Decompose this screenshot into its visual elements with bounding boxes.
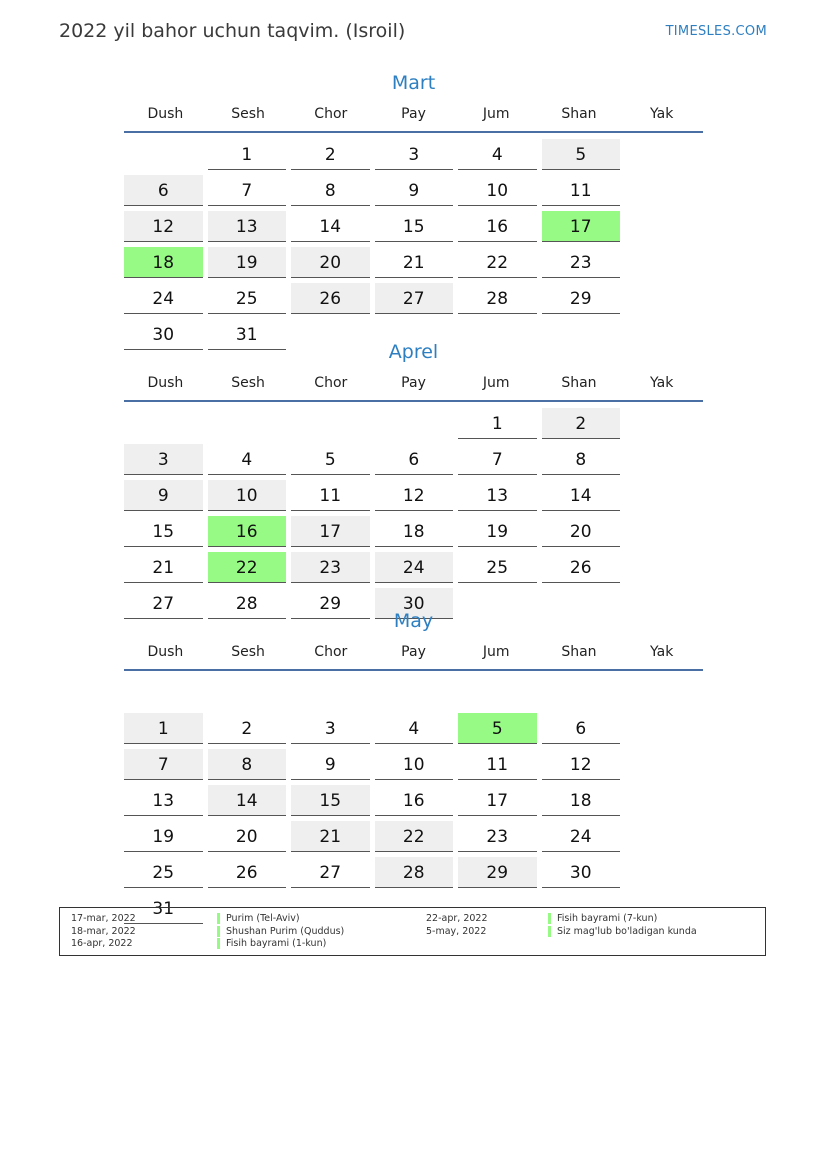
day-number: 30 <box>124 319 203 350</box>
empty-slot <box>124 139 203 169</box>
empty-cell <box>375 677 459 713</box>
day-number: 11 <box>458 749 537 780</box>
day-cell <box>208 857 292 893</box>
empty-slot <box>458 677 537 707</box>
day-number: 6 <box>124 175 203 206</box>
holiday-legend <box>59 907 766 956</box>
day-number: 15 <box>291 785 370 816</box>
day-cell <box>458 247 542 283</box>
day-number: 2 <box>291 139 370 170</box>
weekday-label: Chor <box>314 106 348 122</box>
day-cell <box>124 175 208 211</box>
day-cell <box>291 552 375 588</box>
day-number: 8 <box>208 749 287 780</box>
day-number: 8 <box>542 444 621 475</box>
day-cell <box>124 713 208 749</box>
site-link[interactable]: TIMESLES.COM <box>665 24 767 39</box>
day-cell <box>458 283 542 319</box>
day-cell <box>542 175 626 211</box>
day-cell <box>458 139 542 175</box>
day-cell <box>375 247 459 283</box>
day-number: 18 <box>124 247 203 278</box>
empty-cell <box>458 677 542 713</box>
day-cell <box>542 211 626 247</box>
day-cell <box>124 444 208 480</box>
day-number: 27 <box>375 283 454 314</box>
day-number: 28 <box>208 588 287 619</box>
day-number: 21 <box>375 247 454 278</box>
day-cell <box>458 480 542 516</box>
day-number: 29 <box>458 857 537 888</box>
day-cell <box>208 211 292 247</box>
day-cell <box>458 408 542 444</box>
weekday-label: Yak <box>650 106 674 122</box>
day-number: 10 <box>208 480 287 511</box>
day-cell <box>208 552 292 588</box>
empty-cell <box>124 677 208 713</box>
weekday-header <box>124 105 703 133</box>
day-number: 20 <box>542 516 621 547</box>
day-number: 19 <box>208 247 287 278</box>
day-cell <box>124 480 208 516</box>
day-number: 19 <box>124 821 203 852</box>
legend-name: Siz mag'lub bo'ladigan kunda <box>548 926 697 937</box>
day-cell <box>375 516 459 552</box>
day-cell <box>291 821 375 857</box>
day-number: 22 <box>208 552 287 583</box>
day-number: 24 <box>542 821 621 852</box>
empty-slot <box>375 408 454 438</box>
weekday-label: Jum <box>482 644 510 660</box>
day-number: 10 <box>458 175 537 206</box>
day-number: 1 <box>124 713 203 744</box>
day-number: 4 <box>458 139 537 170</box>
weekday-label: Chor <box>314 375 348 391</box>
day-cell <box>208 175 292 211</box>
day-number: 5 <box>458 713 537 744</box>
day-number: 20 <box>291 247 370 278</box>
day-number: 14 <box>208 785 287 816</box>
month-march <box>124 69 703 355</box>
day-number: 27 <box>291 857 370 888</box>
day-number: 11 <box>542 175 621 206</box>
day-cell <box>291 516 375 552</box>
weekday-label: Shan <box>561 106 597 122</box>
day-cell <box>542 283 626 319</box>
weekday-label: Shan <box>561 644 597 660</box>
day-number: 17 <box>542 211 621 242</box>
day-number: 13 <box>208 211 287 242</box>
day-number: 15 <box>375 211 454 242</box>
day-number: 9 <box>124 480 203 511</box>
day-cell <box>542 857 626 893</box>
day-cell <box>291 713 375 749</box>
weekday-header <box>124 374 703 402</box>
month-name: Aprel <box>388 341 439 363</box>
day-cell <box>291 785 375 821</box>
day-cell <box>458 821 542 857</box>
day-number: 25 <box>208 283 287 314</box>
day-cell <box>375 139 459 175</box>
day-number: 3 <box>375 139 454 170</box>
day-number: 25 <box>458 552 537 583</box>
day-cell <box>208 444 292 480</box>
day-cell <box>375 857 459 893</box>
day-number: 6 <box>542 713 621 744</box>
day-number: 27 <box>124 588 203 619</box>
day-number: 24 <box>375 552 454 583</box>
day-cell <box>208 139 292 175</box>
day-number: 13 <box>124 785 203 816</box>
day-number: 10 <box>375 749 454 780</box>
month-name: Mart <box>391 72 436 94</box>
day-number: 9 <box>291 749 370 780</box>
day-cell <box>458 713 542 749</box>
day-cell <box>208 749 292 785</box>
empty-slot <box>208 677 287 707</box>
day-cell <box>542 749 626 785</box>
legend-date: 5-may, 2022 <box>426 926 487 937</box>
day-number: 25 <box>124 857 203 888</box>
day-number: 18 <box>542 785 621 816</box>
day-cell <box>542 247 626 283</box>
day-cell <box>375 785 459 821</box>
day-number: 14 <box>542 480 621 511</box>
day-cell <box>375 283 459 319</box>
day-number: 12 <box>124 211 203 242</box>
empty-cell <box>375 408 459 444</box>
day-cell <box>291 857 375 893</box>
empty-slot <box>291 677 370 707</box>
weekday-header <box>124 643 703 671</box>
month-may <box>124 607 703 929</box>
day-cell <box>458 857 542 893</box>
day-grid <box>124 139 703 355</box>
day-cell <box>542 713 626 749</box>
day-cell <box>124 552 208 588</box>
month-april <box>124 338 703 624</box>
day-cell <box>124 821 208 857</box>
day-cell <box>124 749 208 785</box>
day-cell <box>458 552 542 588</box>
day-cell <box>208 516 292 552</box>
day-cell <box>542 516 626 552</box>
day-number: 13 <box>458 480 537 511</box>
weekday-label: Jum <box>482 106 510 122</box>
day-cell <box>375 211 459 247</box>
empty-slot <box>124 677 203 707</box>
empty-cell <box>291 408 375 444</box>
day-cell <box>208 821 292 857</box>
day-number: 28 <box>458 283 537 314</box>
day-number: 17 <box>458 785 537 816</box>
day-cell <box>124 283 208 319</box>
day-number: 16 <box>208 516 287 547</box>
day-number: 31 <box>124 893 203 924</box>
day-cell <box>458 785 542 821</box>
empty-cell <box>124 408 208 444</box>
day-number: 28 <box>375 857 454 888</box>
day-number: 11 <box>291 480 370 511</box>
day-cell <box>542 480 626 516</box>
weekday-label: Shan <box>561 375 597 391</box>
day-number: 23 <box>542 247 621 278</box>
day-cell <box>458 175 542 211</box>
weekday-label: Pay <box>401 375 426 391</box>
day-cell <box>375 552 459 588</box>
day-cell <box>124 785 208 821</box>
day-number: 2 <box>542 408 621 439</box>
day-number: 7 <box>208 175 287 206</box>
day-number: 31 <box>208 319 287 350</box>
day-number: 29 <box>291 588 370 619</box>
day-cell <box>375 749 459 785</box>
day-cell <box>375 821 459 857</box>
day-cell <box>291 211 375 247</box>
day-number: 7 <box>124 749 203 780</box>
day-number: 22 <box>375 821 454 852</box>
legend-name: Fisih bayrami (1-kun) <box>217 938 326 949</box>
day-cell <box>124 857 208 893</box>
day-cell <box>375 444 459 480</box>
empty-cell <box>208 677 292 713</box>
empty-slot <box>542 677 621 707</box>
weekday-label: Yak <box>650 644 674 660</box>
day-cell <box>124 211 208 247</box>
day-number: 16 <box>458 211 537 242</box>
day-grid <box>124 677 703 929</box>
day-number: 18 <box>375 516 454 547</box>
legend-name: Fisih bayrami (7-kun) <box>548 913 657 924</box>
weekday-label: Yak <box>650 375 674 391</box>
day-number: 30 <box>542 857 621 888</box>
day-cell <box>291 175 375 211</box>
page-title: 2022 yil bahor uchun taqvim. (Isroil) <box>59 20 406 42</box>
day-number: 3 <box>291 713 370 744</box>
day-cell <box>542 785 626 821</box>
day-number: 26 <box>542 552 621 583</box>
weekday-label: Dush <box>147 644 184 660</box>
legend-date: 17-mar, 2022 <box>71 913 136 924</box>
legend-name: Purim (Tel-Aviv) <box>217 913 300 924</box>
weekday-label: Jum <box>482 375 510 391</box>
day-number: 6 <box>375 444 454 475</box>
day-number: 23 <box>291 552 370 583</box>
day-number: 16 <box>375 785 454 816</box>
weekday-label: Dush <box>147 375 184 391</box>
empty-slot <box>208 408 287 438</box>
weekday-label: Pay <box>401 106 426 122</box>
day-cell <box>375 175 459 211</box>
day-cell <box>375 480 459 516</box>
day-cell <box>124 516 208 552</box>
weekday-label: Sesh <box>231 375 265 391</box>
day-cell <box>208 713 292 749</box>
day-number: 14 <box>291 211 370 242</box>
day-number: 22 <box>458 247 537 278</box>
day-number: 12 <box>542 749 621 780</box>
day-cell <box>375 713 459 749</box>
day-cell <box>291 444 375 480</box>
day-cell <box>291 283 375 319</box>
day-number: 9 <box>375 175 454 206</box>
day-cell <box>542 139 626 175</box>
day-number: 17 <box>291 516 370 547</box>
day-number: 1 <box>208 139 287 170</box>
day-number: 26 <box>291 283 370 314</box>
day-number: 23 <box>458 821 537 852</box>
month-name: May <box>393 610 434 632</box>
day-grid <box>124 408 703 624</box>
day-cell <box>124 247 208 283</box>
day-number: 19 <box>458 516 537 547</box>
day-number: 30 <box>375 588 454 619</box>
day-number: 5 <box>542 139 621 170</box>
legend-date: 18-mar, 2022 <box>71 926 136 937</box>
day-cell <box>208 247 292 283</box>
weekday-label: Sesh <box>231 106 265 122</box>
weekday-label: Sesh <box>231 644 265 660</box>
day-number: 29 <box>542 283 621 314</box>
day-cell <box>291 247 375 283</box>
day-number: 21 <box>291 821 370 852</box>
day-cell <box>208 480 292 516</box>
day-number: 12 <box>375 480 454 511</box>
day-number: 15 <box>124 516 203 547</box>
day-cell <box>458 516 542 552</box>
day-number: 3 <box>124 444 203 475</box>
day-number: 8 <box>291 175 370 206</box>
legend-date: 16-apr, 2022 <box>71 938 133 949</box>
day-cell <box>291 480 375 516</box>
day-cell <box>542 821 626 857</box>
day-cell <box>208 283 292 319</box>
day-cell <box>542 552 626 588</box>
empty-cell <box>291 677 375 713</box>
day-number: 4 <box>208 444 287 475</box>
empty-slot <box>375 677 454 707</box>
day-number: 26 <box>208 857 287 888</box>
day-number: 21 <box>124 552 203 583</box>
empty-slot <box>124 408 203 438</box>
day-cell <box>542 408 626 444</box>
day-number: 4 <box>375 713 454 744</box>
day-number: 20 <box>208 821 287 852</box>
day-number: 2 <box>208 713 287 744</box>
weekday-label: Dush <box>147 106 184 122</box>
legend-date: 22-apr, 2022 <box>426 913 488 924</box>
day-cell <box>458 444 542 480</box>
empty-slot <box>291 408 370 438</box>
weekday-label: Chor <box>314 644 348 660</box>
day-cell <box>208 785 292 821</box>
day-cell <box>291 139 375 175</box>
day-number: 5 <box>291 444 370 475</box>
day-cell <box>542 444 626 480</box>
empty-cell <box>208 408 292 444</box>
empty-cell <box>542 677 626 713</box>
weekday-label: Pay <box>401 644 426 660</box>
day-cell <box>458 749 542 785</box>
day-cell <box>458 211 542 247</box>
day-number: 7 <box>458 444 537 475</box>
day-number: 24 <box>124 283 203 314</box>
empty-cell <box>124 139 208 175</box>
day-cell <box>291 749 375 785</box>
day-number: 1 <box>458 408 537 439</box>
legend-name: Shushan Purim (Quddus) <box>217 926 344 937</box>
